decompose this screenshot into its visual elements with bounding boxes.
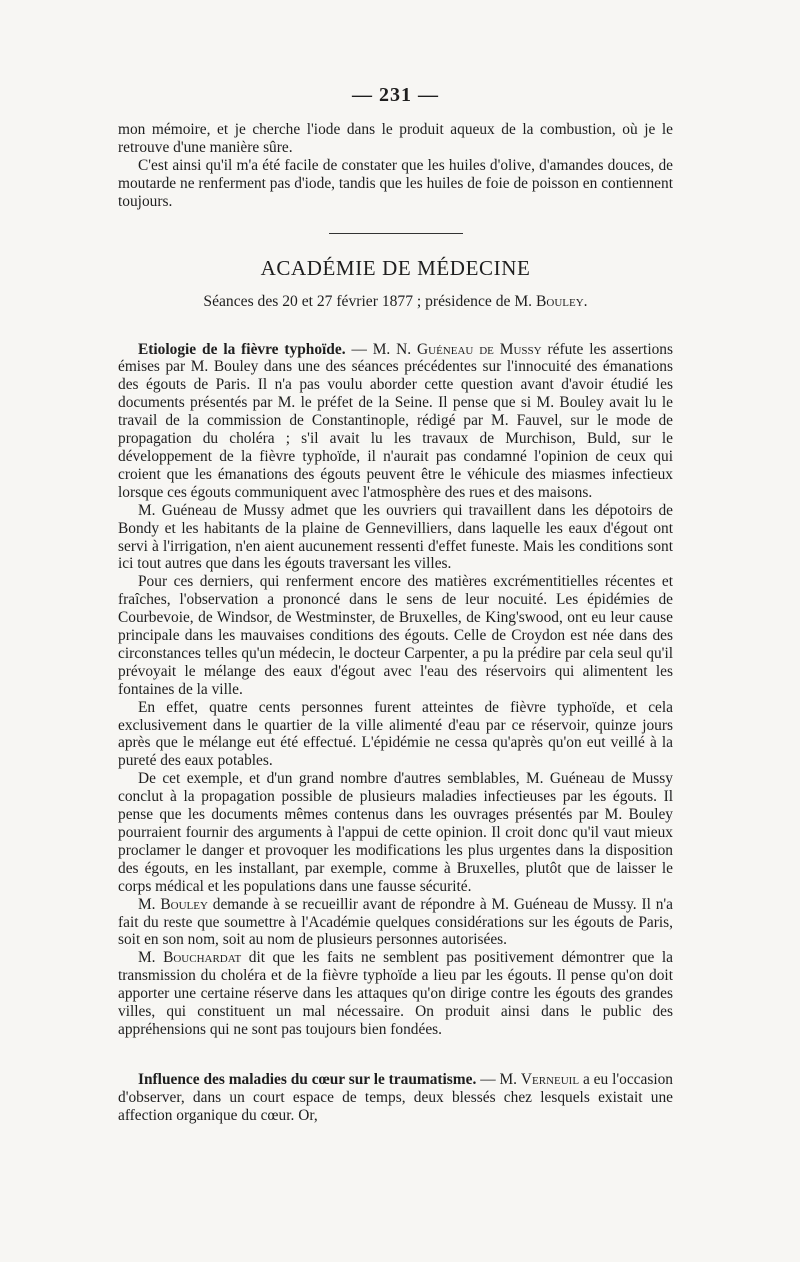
speaker-bouchardat: Bouchardat — [163, 949, 242, 967]
article-1-paragraph-6-text: demande à se recueillir avant de répondre à M. Guéneau de Mussy. Il n'a fait du reste que soumettre à l'Académie quelques considérations sur les égouts de Paris, soit en son nom, soit au nom de plusieurs personnes autorisées. — [118, 895, 673, 949]
article-1-paragraph-4: En effet, quatre cents personnes furent atteintes de fièvre typhoïde, et cela exclusivement dans le quartier de la ville alimenté d'eau par ce réservoir, quinze jours après que le mélange eut été effectué. L'épidémie ne cessa qu'après qu'on eut veillé à la pureté des eaux potables. — [118, 698, 673, 770]
article-gap — [118, 1039, 673, 1071]
article-2-title-separator: — — [476, 1070, 500, 1088]
section-title: ACADÉMIE DE MÉDECINE — [260, 255, 531, 280]
article-2-paragraph-1 — [118, 1071, 673, 1125]
article-1-paragraph-2: M. Guéneau de Mussy admet que les ouvriers qui travaillent dans les dépotoirs de Bondy et les habitants de la plaine de Gennevilliers, dans laquelle les eaux d'égout ont servi à l'irrigation, n'en aient aucunement ressenti d'effet funeste. Mais les conditions sont ici tout autres que dans les égouts traversant les villes. — [118, 501, 673, 573]
article-1-title: Etiologie de la fièvre typhoïde. — [138, 340, 346, 358]
intro-paragraph-2: C'est ainsi qu'il m'a été facile de constater que les huiles d'olive, d'amandes douces, de moutarde ne renferment pas d'iode, tandis que les huiles de foie de poisson en contiennent toujours. — [118, 156, 673, 210]
article-1-paragraph-7-text: dit que les faits ne semblent pas positivement démontrer que la transmission du choléra et de la fièvre typhoïde a lieu par les égouts. Il pense qu'on doit apporter une certaine réserve dans les attaques qu'on dirige contre les égouts des grandes villes, qui constituent un mal nécessaire. On produit ainsi dans le public des appréhensions qui ne sont pas toujours bien fondées. — [118, 949, 673, 1038]
intro-paragraph-1: mon mémoire, et je cherche l'iode dans le produit aqueux de la combustion, où je le retrouve d'une manière sûre. — [118, 121, 673, 156]
m-prefix: M. — [138, 895, 161, 913]
section-divider — [329, 233, 463, 234]
article-1-paragraph-7 — [118, 949, 673, 1039]
article-1-title-separator: — M. N. — [345, 340, 418, 358]
page-number: — 231 — — [352, 84, 439, 106]
session-subtitle — [118, 293, 673, 311]
speaker-bouley: Bouley — [160, 895, 208, 913]
article-1-paragraph-1-text: réfute les assertions émises par M. Bouley dans une des séances précédentes sur l'innocuité des émanations des égouts de Paris. Il n'a pas voulu aborder cette question avant d'avoir étudié les documents présentés par M. le préfet de la Seine. Il pense que si M. Bouley avait lu le travail de la commission de Constantinople, rédigé par M. Fauvel, sur le mode de propagation du choléra ; s'il avait lu les travaux de Murchison, Buld, sur le développement de la fièvre typhoïde, il n'aurait pas condamné l'opinion de ceux qui croient que les émanations des égouts peuvent être le véhicule des miasmes infectieux lorsque ces égouts communiquent avec l'atmosphère des rues et des maisons. — [118, 340, 673, 501]
article-1-author: Guéneau de Mussy — [417, 340, 542, 358]
article-1-paragraph-3: Pour ces derniers, qui renferment encore des matières excrémentitielles récentes et fraîches, l'observation a prononcé dans le sens de leur nocuité. Les épidémies de Courbevoie, de Windsor, de Westminster, de Bruxelles, de King'swood, ont eu leur cause principale dans les mauvaises conditions des égouts. Celle de Croydon est née dans des circonstances telles qu'un médecin, le docteur Carpenter, a pu la prédire par cela seul qu'il prévoyait le mélange des eaux d'égout avec l'eau des réservoirs qui alimentent les fontaines de la ville. — [118, 573, 673, 698]
session-subtitle-text: Séances des 20 et 27 février 1877 ; présidence de M. — [203, 292, 536, 310]
session-president: Bouley. — [535, 292, 588, 310]
m-prefix: M. — [138, 949, 164, 967]
page — [118, 84, 673, 1125]
article-1-paragraph-1 — [118, 341, 673, 502]
article-1-paragraph-6 — [118, 896, 673, 950]
article-1-paragraph-5: De cet exemple, et d'un grand nombre d'autres semblables, M. Guéneau de Mussy conclut à la propagation possible de plusieurs maladies infectieuses par les égouts. Il pense que les documents mêmes contenus dans les ouvrages présentés par M. Bouley pourraient fournir des arguments à l'appui de cette opinion. Il croit donc qu'il vaut mieux proclamer le danger et provoquer les modifications les plus urgentes dans la disposition des égouts, en les installant, par exemple, comme à Bruxelles, plutôt que de laisser le corps médical et les populations dans une fausse sécurité. — [118, 770, 673, 895]
m-prefix: M. — [499, 1070, 521, 1088]
article-2-author: Verneuil — [520, 1070, 580, 1088]
article-2-paragraph-1-text: a eu l'occasion d'observer, dans un court espace de temps, deux blessés chez lesquels existait une affection organique du cœur. Or, — [118, 1070, 673, 1124]
article-2-title: Influence des maladies du cœur sur le traumatisme. — [138, 1070, 477, 1088]
